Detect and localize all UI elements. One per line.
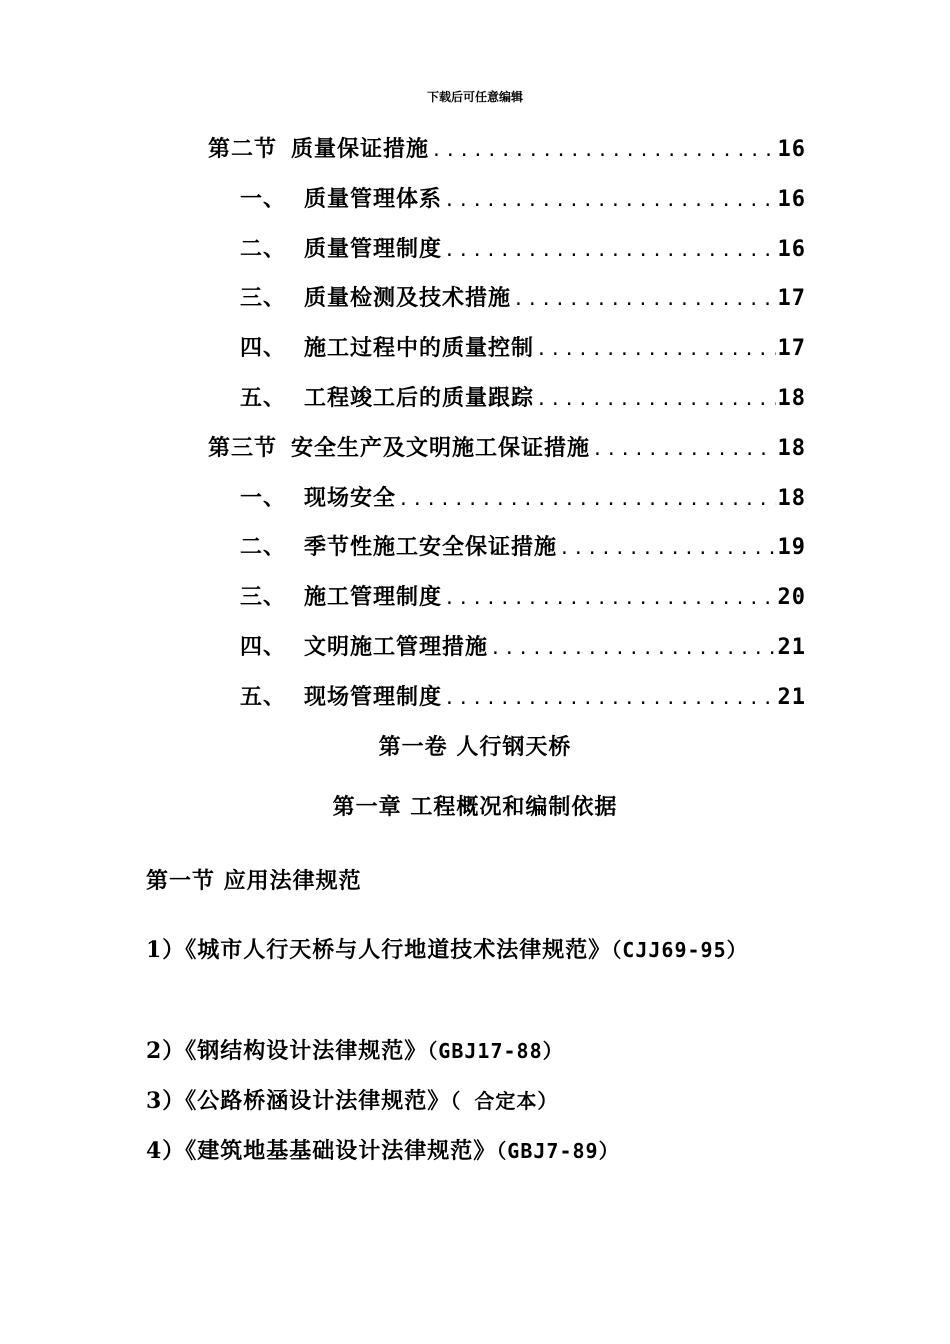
volume-title: 第一卷 人行钢天桥 <box>378 734 572 760</box>
header-note: 下载后可任意编辑 <box>426 90 523 104</box>
toc-leader-dots <box>536 333 775 367</box>
toc-entry-title: 现场管理制度 <box>304 683 443 710</box>
toc-leader-dots <box>444 582 775 616</box>
toc-leader-dots <box>490 632 775 666</box>
toc-entry-page: 18 <box>777 435 806 461</box>
chapter-title: 第一章 工程概况和编制依据 <box>332 794 618 820</box>
toc-entry-label: 第二节 <box>208 136 278 162</box>
toc-entry-title: 施工管理制度 <box>304 584 443 611</box>
toc-entry-page: 18 <box>777 386 806 411</box>
toc-entry[interactable] <box>240 281 806 315</box>
toc-leader-dots <box>444 682 775 716</box>
toc-entry-label: 三、 <box>240 285 287 312</box>
toc-entry[interactable] <box>240 481 806 515</box>
toc-entry[interactable] <box>240 331 806 365</box>
reference-code: （GBJ17-88） <box>427 1039 564 1063</box>
toc-entry[interactable] <box>240 182 806 216</box>
toc-entry-page: 16 <box>777 186 806 212</box>
toc-entry-page: 16 <box>777 236 806 262</box>
reference-title: 4）《建筑地基基础设计法律规范》 <box>146 1138 497 1164</box>
toc-entry-page: 19 <box>777 535 806 561</box>
toc-leader-dots <box>513 283 775 317</box>
toc-entry[interactable] <box>240 381 806 415</box>
toc-entry-title: 质量管理体系 <box>304 185 443 212</box>
toc-entry[interactable] <box>240 680 806 714</box>
reference-item <box>146 1076 806 1126</box>
toc-entry-label: 一、 <box>240 484 287 511</box>
toc-entry-page: 20 <box>777 585 806 611</box>
toc-entry[interactable] <box>240 232 806 266</box>
reference-title: 3）《公路桥涵设计法律规范》 <box>146 1088 451 1114</box>
toc-entry-page: 17 <box>777 336 806 362</box>
toc-leader-dots <box>398 483 775 517</box>
toc-entry-title: 工程竣工后的质量跟踪 <box>304 385 535 411</box>
toc-leader-dots <box>431 134 775 168</box>
toc-entry[interactable] <box>240 630 806 664</box>
reference-title: 2）《钢结构设计法律规范》 <box>146 1038 428 1064</box>
toc-entry-label: 四、 <box>240 634 287 660</box>
toc-entry-label: 五、 <box>240 683 287 710</box>
toc-entry-label: 四、 <box>240 335 287 362</box>
toc-leader-dots <box>536 383 775 417</box>
toc-leader-dots <box>444 234 775 268</box>
toc-entry-title: 文明施工管理措施 <box>304 634 489 660</box>
toc-leader-dots <box>559 532 775 566</box>
toc-leader-dots <box>592 433 775 467</box>
toc-entry-title: 施工过程中的质量控制 <box>304 335 535 362</box>
toc-entry-label: 一、 <box>240 185 287 212</box>
toc-entry[interactable] <box>208 431 806 465</box>
toc-entry-page: 17 <box>777 286 806 312</box>
toc-entry-page: 18 <box>777 485 806 511</box>
toc-entry-label: 三、 <box>240 584 287 611</box>
toc-entry-title: 质量检测及技术措施 <box>304 285 512 312</box>
toc-entry[interactable] <box>240 530 806 564</box>
reference-code: （CJJ69-95） <box>611 938 748 962</box>
toc-entry-title: 季节性施工安全保证措施 <box>304 534 558 561</box>
reference-title: 1）《城市人行天桥与人行地道技术法律规范》 <box>146 937 612 963</box>
reference-code: （ 合定本） <box>450 1089 559 1113</box>
toc-entry-label: 第三节 <box>208 434 278 461</box>
section-title: 第一节 应用法律规范 <box>146 868 362 894</box>
toc-entry-label: 五、 <box>240 385 287 411</box>
toc-entry[interactable] <box>240 580 806 614</box>
toc-entry-title: 质量保证措施 <box>291 136 430 162</box>
toc-entry-label: 二、 <box>240 534 287 561</box>
toc-entry-label: 二、 <box>240 235 287 262</box>
toc-entry-title: 现场安全 <box>304 484 397 511</box>
reference-item <box>146 1126 806 1176</box>
reference-item <box>146 1026 806 1076</box>
toc-entry-page: 21 <box>777 684 806 710</box>
toc-entry-title: 安全生产及文明施工保证措施 <box>291 434 591 461</box>
toc-entry-title: 质量管理制度 <box>304 235 443 262</box>
reference-code: （GBJ7-89） <box>496 1139 620 1163</box>
reference-item <box>146 925 806 975</box>
toc-entry-page: 21 <box>777 635 806 660</box>
toc-leader-dots <box>444 184 775 218</box>
toc-entry[interactable] <box>208 132 806 166</box>
toc-entry-page: 16 <box>777 137 806 162</box>
